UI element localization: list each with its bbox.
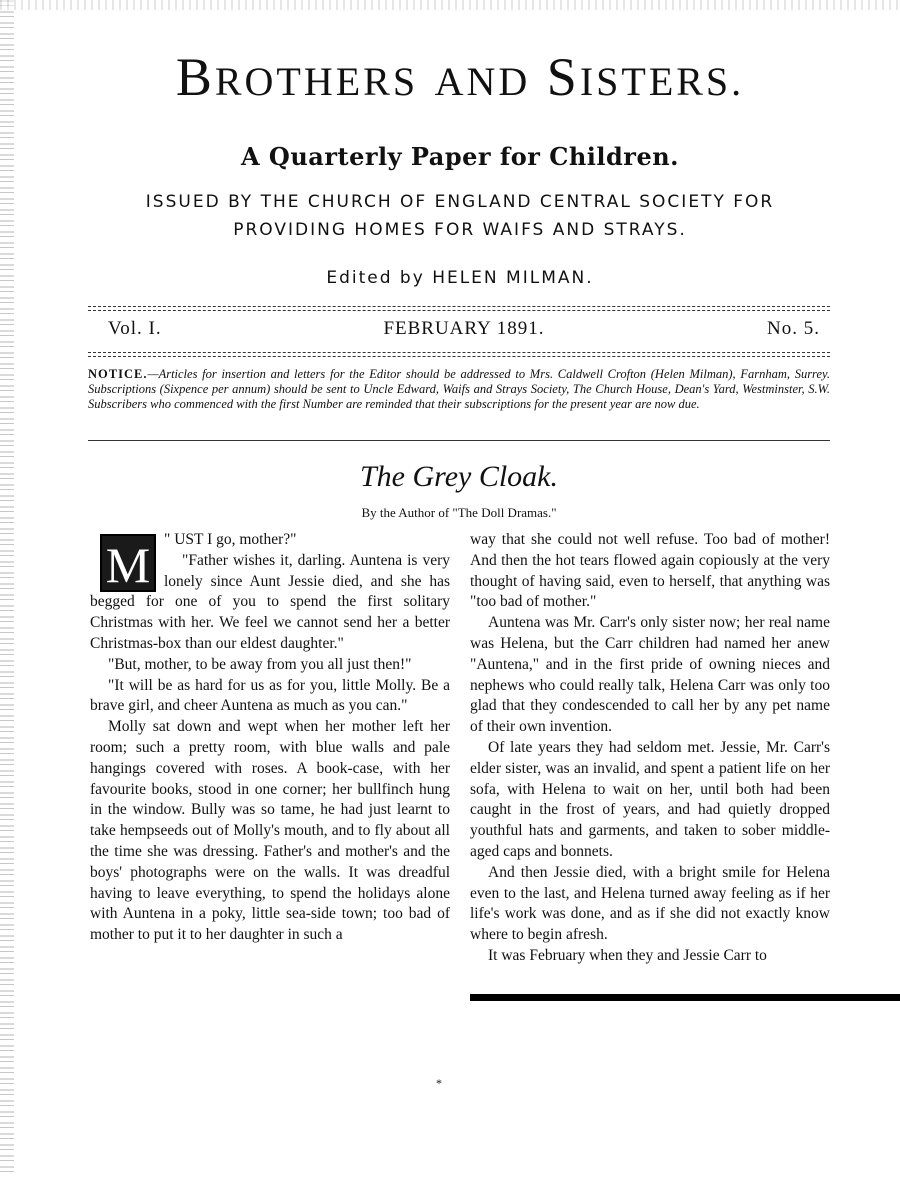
rule-top-1 <box>88 306 830 307</box>
volume-label: Vol. I. <box>108 318 162 339</box>
rule-mid-2 <box>88 356 830 357</box>
subtitle: A Quarterly Paper for Children. <box>240 142 680 171</box>
issue-number: No. 5. <box>767 318 820 339</box>
notice-text: —Articles for insertion and letters for the Editor should be addressed to Mrs. Caldwell Crofton (Helen Milman), Farnham, Surrey. Subscriptions (Sixpence per annum) should be sent to Uncle Edward, Waifs and Strays Society, The Church House, Dean's Yard, Westminster, S.W. Subscribers who commenced with the first Number are reminded that their subscriptions for the present year are now due. <box>88 367 830 411</box>
paragraph: way that she could not well refuse. Too bad of mother! And then the hot tears flowed again copiously at the very thought of having said, even to herself, that anything was "too bad of mother." <box>470 531 830 611</box>
issued-line-2: PROVIDING HOMES FOR WAIFS AND STRAYS. <box>233 220 687 240</box>
paragraph: And then Jessie died, with a bright smile for Helena even to the last, and Helena turned away feeling as if her life's work was done, and as if she did not exactly know where to begin afresh. <box>470 863 830 944</box>
masthead-title: BROTHERS AND SISTERS. <box>175 47 745 107</box>
paragraph: " UST I go, mother?" <box>164 531 297 548</box>
rule-notice-bottom <box>88 440 830 441</box>
paragraph: Molly sat down and wept when her mother left her room; such a pretty room, with blue walls and pale hangings covered with roses. A book-case, with her favourite books, stood in one corner; her bullfinch hung in the window. Bully was so tame, he had just learnt to take hempseeds out of Molly's mouth, and to fly about all the time she was dressing. Father's and mother's and the boys' photographs were on the walls. It was dreadful having to leave everything, to spend the holidays alone with Auntena in a poky, little sea-side town; too bad of mother to put it to her daughter in such a <box>90 718 450 944</box>
story-title: The Grey Cloak. <box>359 460 559 493</box>
paragraph: It was February when they and Jessie Carr to <box>488 946 767 964</box>
issued-line-1: ISSUED BY THE CHURCH OF ENGLAND CENTRAL SOCIETY FOR <box>145 192 775 212</box>
paragraph: Auntena was Mr. Carr's only sister now; her real name was Helena, but the Carr children had named her anew "Auntena," and in the first pride of owning nieces and nephews who could really talk, Helena Carr was only too glad that they condescended to call her by any pet name of their own invention. <box>470 614 830 736</box>
story-byline: By the Author of "The Doll Dramas." <box>361 505 557 520</box>
scan-speckle-left <box>0 0 14 1177</box>
column-right <box>470 530 830 967</box>
scan-artifact-bar <box>470 994 900 1001</box>
edited-by: Edited by HELEN MILMAN. <box>326 268 594 288</box>
volume-row <box>108 318 820 348</box>
drop-cap: M <box>100 534 156 592</box>
rule-mid-1 <box>88 352 830 353</box>
issue-date: FEBRUARY 1891. <box>383 318 545 339</box>
column-left <box>90 530 450 946</box>
scan-speckle-top <box>0 0 900 10</box>
page-mark: * <box>436 1076 442 1090</box>
paragraph: "But, mother, to be away from you all just then!" <box>108 655 412 673</box>
paragraph: "It will be as hard for us as for you, little Molly. Be a brave girl, and cheer Auntena as much as you can." <box>90 676 450 715</box>
notice-block <box>88 367 830 412</box>
rule-top-2 <box>88 310 830 311</box>
issued-by <box>100 188 820 244</box>
notice-label: NOTICE. <box>88 367 148 381</box>
paragraph: Of late years they had seldom met. Jessie, Mr. Carr's elder sister, was an invalid, and spent a patient life on her sofa, with Helena to wait on her, until both had been caught in the frost of years, and had quietly dropped youthful hats and garments, and taken to sober middle-aged caps and bonnets. <box>470 738 830 860</box>
paragraph: "Father wishes it, darling. Auntena is very lonely since Aunt Jessie died, and she has begged for one of you to spend the first solitary Christmas with her. We feel we cannot send her a better Christmas-box than our eldest daughter." <box>90 551 450 652</box>
